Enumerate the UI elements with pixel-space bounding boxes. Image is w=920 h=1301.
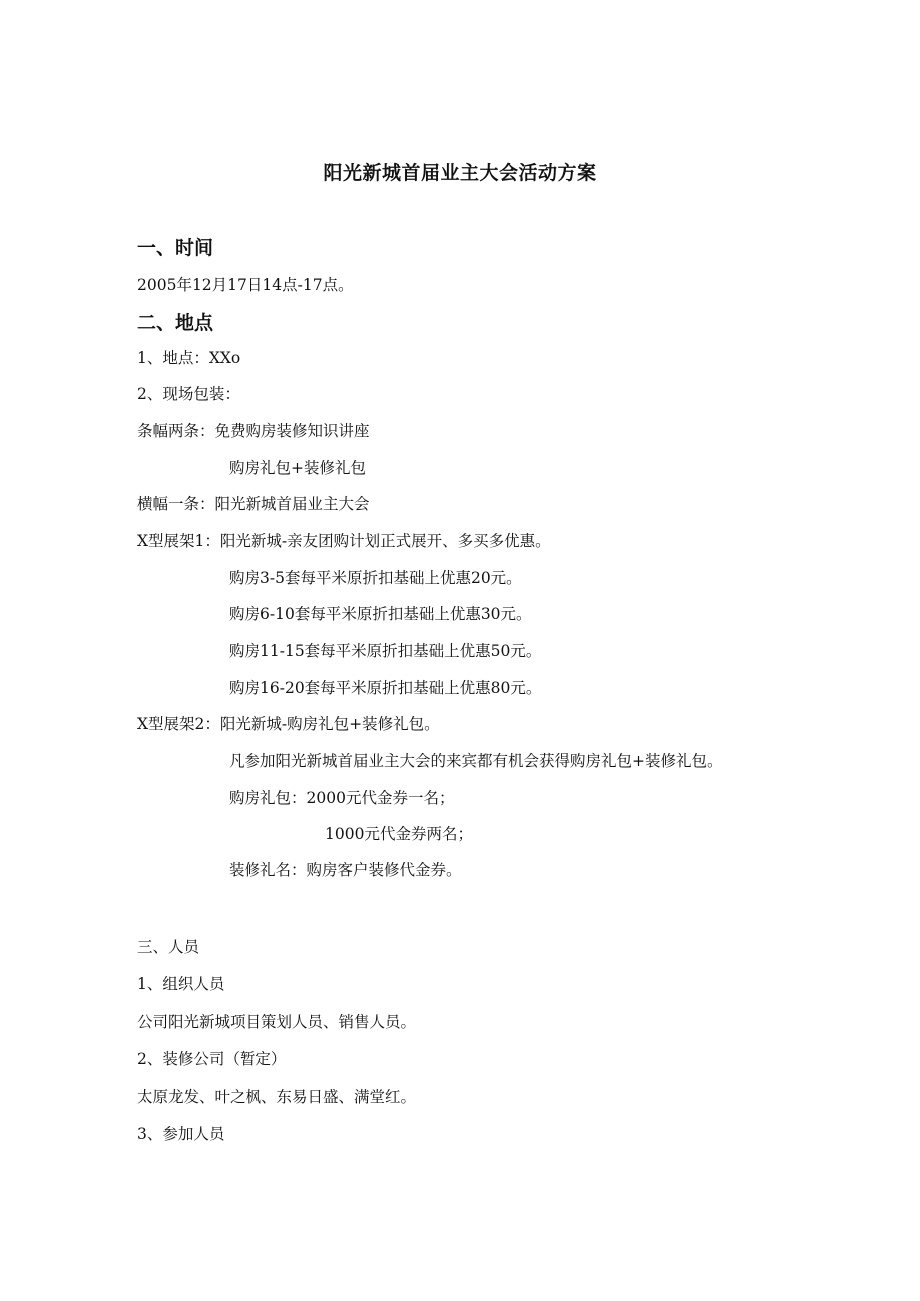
personnel-item-3: 3、参加人员 <box>137 1125 225 1143</box>
banner-label: 条幅两条：免费购房装修知识讲座 <box>137 422 370 440</box>
section-heading-personnel: 三、人员 <box>137 938 200 956</box>
section-heading-location: 二、地点 <box>137 312 214 334</box>
xstand2-intro: 凡参加阳光新城首届业主大会的来宾都有机会获得购房礼包+装修礼包。 <box>229 752 723 770</box>
location-item-1: 1、地点：XXo <box>137 349 241 367</box>
document-title: 阳光新城首届业主大会活动方案 <box>323 162 597 184</box>
time-text: 2005年12月17日14点-17点。 <box>137 276 354 294</box>
xstand1-line: 购房3-5套每平米原折扣基础上优惠20元。 <box>229 569 522 587</box>
personnel-item-1: 1、组织人员 <box>137 975 225 993</box>
personnel-item-2: 2、装修公司（暂定） <box>137 1050 287 1068</box>
section-heading-time: 一、时间 <box>137 237 214 259</box>
personnel-item-2-text: 太原龙发、叶之枫、东易日盛、满堂红。 <box>137 1088 417 1106</box>
gift-house-line-2: 1000元代金券两名； <box>325 825 473 843</box>
banner-line-2: 购房礼包+装修礼包 <box>229 459 366 477</box>
xstand1-title: X型展架1：阳光新城-亲友团购计划正式展开、多买多优惠。 <box>137 532 551 550</box>
xstand1-line: 购房11-15套每平米原折扣基础上优惠50元。 <box>229 642 542 660</box>
gift-house: 购房礼包：2000元代金券一名； <box>229 789 455 807</box>
xstand2-title: X型展架2：阳光新城-购房礼包+装修礼包。 <box>137 715 440 733</box>
horizontal-banner: 横幅一条：阳光新城首届业主大会 <box>137 495 370 513</box>
xstand1-line: 购房16-20套每平米原折扣基础上优惠80元。 <box>229 679 542 697</box>
gift-decor: 装修礼名：购房客户装修代金券。 <box>229 861 462 879</box>
xstand1-line: 购房6-10套每平米原折扣基础上优惠30元。 <box>229 605 532 623</box>
location-item-2: 2、现场包装： <box>137 385 240 403</box>
personnel-item-1-text: 公司阳光新城项目策划人员、销售人员。 <box>137 1013 417 1031</box>
